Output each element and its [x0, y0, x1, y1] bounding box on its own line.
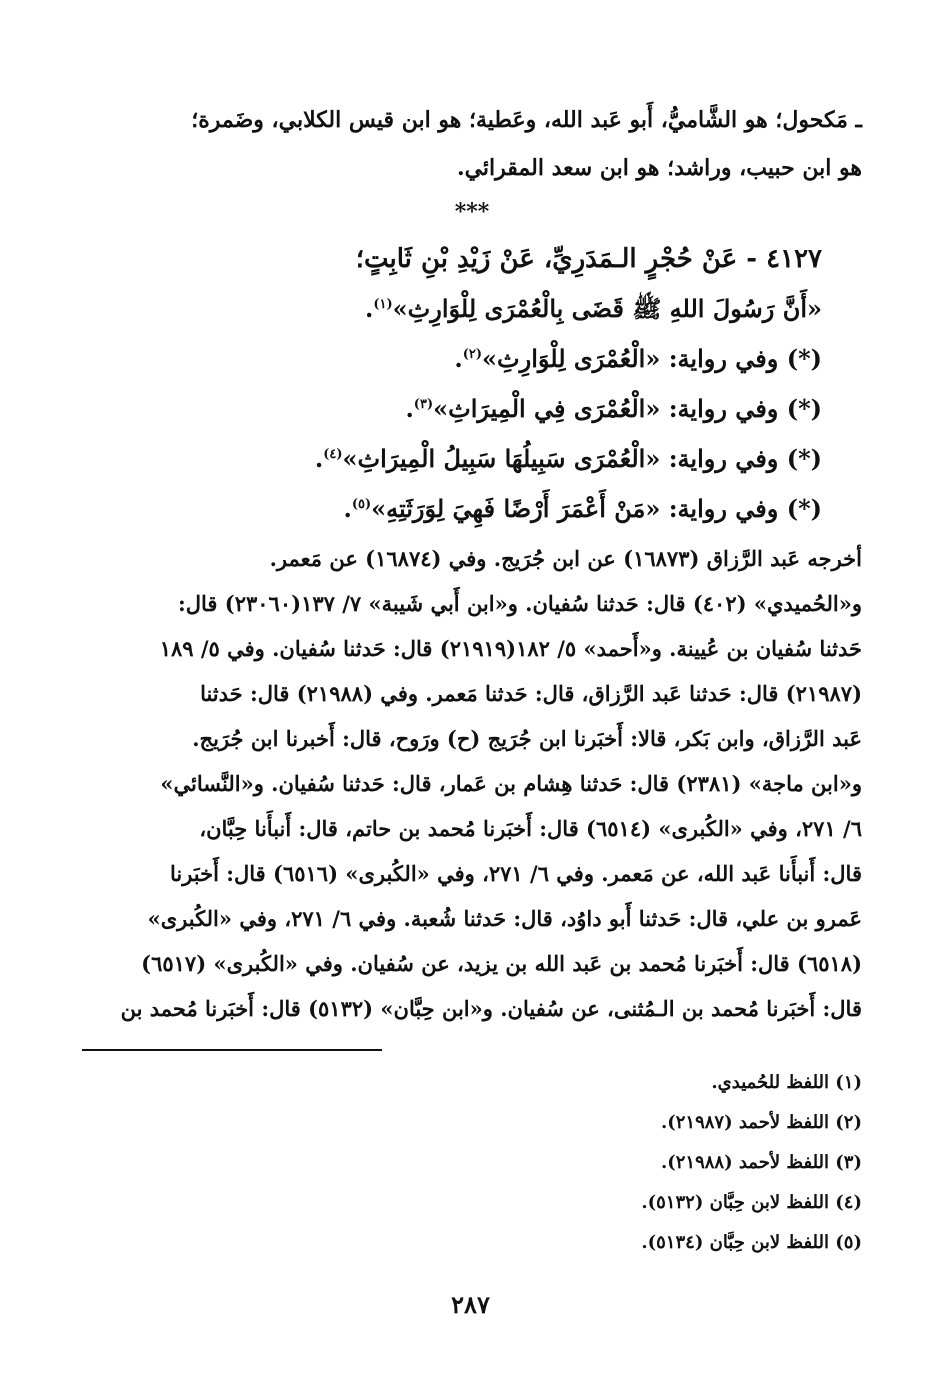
hadith-variant: (*) وفي رواية: «الْعُمْرَى سَبِيلُهَا سَبِيلُ الْمِيرَاثِ»$^{(٤)}$. [314, 444, 822, 473]
variant-text: (*) وفي رواية: «الْعُمْرَى سَبِيلُهَا سَبِيلُ الْمِيرَاثِ» [342, 444, 822, 473]
footnote: (٥) اللفظ لابن حِبَّان (٥١٣٤). [641, 1232, 862, 1253]
hadith-isnad: ٤١٢٧ - عَنْ حُجْرٍ الـمَدَرِيِّ، عَنْ زَيْدِ بْنِ ثَابِتٍ؛ [355, 244, 822, 274]
footnote-ref: (٥) [351, 497, 372, 512]
takhrij-line: حَدثنا سُفيان بن عُيينة. و«أَحمد» ٥/ ١٨٢(٢١٩١٩) قال: حَدثنا سُفيان. وفي ٥/ ١٨٩ [159, 636, 862, 661]
intro-line-1: ـ مَكحول؛ هو الشَّاميُّ، أَبو عَبد الله، وعَطية؛ هو ابن قيس الكلابي، وضَمرة؛ [191, 107, 862, 133]
footnote: (٢) اللفظ لأحمد (٢١٩٨٧). [660, 1112, 862, 1133]
takhrij-line: (٢١٩٨٧) قال: حَدثنا عَبد الرَّزاق، قال: حَدثنا مَعمر. وفي (٢١٩٨٨) قال: حَدثنا [200, 681, 862, 706]
hadith-block [82, 234, 822, 534]
hadith-variant: (*) وفي رواية: «الْعُمْرَى فِي الْمِيرَاثِ»$^{(٣)}$. [405, 394, 822, 423]
takhrij-line: عَبد الرَّزاق، وابن بَكر، قالا: أَخبَرنا ابن جُرَيج (ح) ورَوح، قال: أَخبرنا ابن جُرَيج. [192, 726, 862, 751]
footnote-ref: (١) [373, 297, 393, 312]
takhrij-line: أخرجه عَبد الرَّزاق (١٦٨٧٣) عن ابن جُرَيج. وفي (١٦٨٧٤) عن مَعمر. [269, 546, 862, 571]
intro-line-2: هو ابن حبيب، وراشد؛ هو ابن سعد المقرائي. [456, 155, 862, 181]
hadith-variant: (*) وفي رواية: «مَنْ أَعْمَرَ أَرْضًا فَهِيَ لِوَرَثَتِهِ»$^{(٥)}$. [343, 494, 822, 523]
takhrij-line: قال: أَنبأَنا عَبد الله، عن مَعمر. وفي ٦/ ٢٧١، وفي «الكُبرى» (٦٥١٦) قال: أَخبَرنا [169, 861, 862, 886]
takhrij-line: و«ابن ماجة» (٢٣٨١) قال: حَدثنا هِشام بن عَمار، قال: حَدثنا سُفيان. و«النَّسائي» [160, 771, 862, 796]
footnote-divider [82, 1049, 382, 1051]
footnotes-list [82, 1063, 862, 1263]
page-body [82, 96, 862, 1263]
takhrij-paragraph [82, 536, 862, 1031]
footnote: (٣) اللفظ لأحمد (٢١٩٨٨). [660, 1152, 862, 1173]
variant-text: (*) وفي رواية: «الْعُمْرَى لِلْوَارِثِ» [482, 344, 822, 373]
variant-text: (*) وفي رواية: «مَنْ أَعْمَرَ أَرْضًا فَهِيَ لِوَرَثَتِهِ» [371, 494, 822, 523]
footnote-ref: (٣) [413, 397, 434, 412]
footnote: (٤) اللفظ لابن حِبَّان (٥١٣٢). [641, 1192, 862, 1213]
takhrij-line: ٦/ ٢٧١، وفي «الكُبرى» (٦٥١٤) قال: أَخبَرنا مُحمد بن حاتم، قال: أَنبأَنا حِبَّان، [199, 816, 862, 841]
variant-text: (*) وفي رواية: «الْعُمْرَى فِي الْمِيرَاثِ» [433, 394, 822, 423]
section-separator: *** [454, 199, 490, 225]
takhrij-line: (٦٥١٨) قال: أَخبَرنا مُحمد بن عَبد الله بن يزيد، عن سُفيان. وفي «الكُبرى» (٦٥١٧) [141, 951, 862, 976]
footnote-ref: (٤) [323, 447, 343, 462]
footnote: (١) اللفظ للحُميدي. [711, 1072, 862, 1093]
hadith-matn: «أَنَّ رَسُولَ اللهِ ﷺ قَضَى بِالْعُمْرَى لِلْوَارِثِ»$^{(١)}$. [365, 294, 822, 323]
hadith-matn-text: «أَنَّ رَسُولَ اللهِ ﷺ قَضَى بِالْعُمْرَى لِلْوَارِثِ» [392, 294, 822, 323]
takhrij-line: و«الحُميدي» (٤٠٢) قال: حَدثنا سُفيان. و«ابن أَبي شَيبة» ٧/ ١٣٧(٢٣٠٦٠) قال: [178, 591, 862, 616]
intro-text [82, 96, 862, 192]
takhrij-line: قال: أَخبَرنا مُحمد بن الـمُثنى، عن سُفيان. و«ابن حِبَّان» (٥١٣٢) قال: أَخبَرنا مُحمد بن [120, 996, 862, 1021]
takhrij-line: عَمرو بن علي، قال: حَدثنا أَبو داوُد، قال: حَدثنا شُعبة. وفي ٦/ ٢٧١، وفي «الكُبرى» [147, 906, 862, 931]
hadith-variant: (*) وفي رواية: «الْعُمْرَى لِلْوَارِثِ»$^{(٢)}$. [454, 344, 822, 373]
footnote-ref: (٢) [462, 347, 483, 362]
page-number: ٢٨٧ [451, 1290, 490, 1319]
